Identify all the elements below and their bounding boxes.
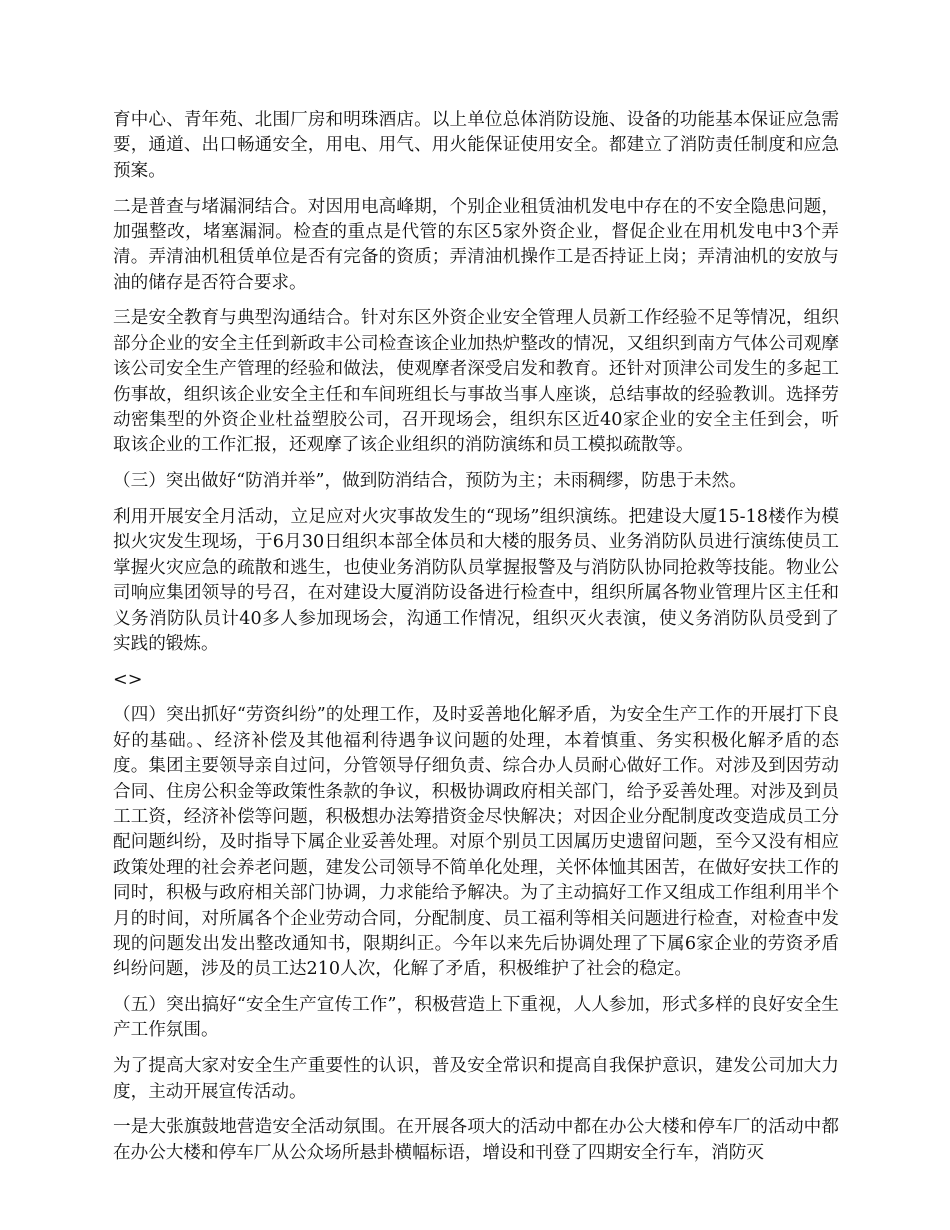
placeholder-marker: <> [113, 669, 143, 690]
section-heading-four: （四）突出抓好“劳资纠纷”的处理工作，及时妥善地化解矛盾，为安全生产工作的开展打下良好的基础。、经济补偿及其他福利待遇争议问题的处理，本着慎重、务实积极化解矛盾的态度。集团主要领导亲自过问，分管领导仔细负责、综合办人员耐心做好工作。对涉及到因劳动合同、住房公积金等政策性条款的争议，积极协调政府相关部门，给予妥善处理。对涉及到员工工资，经济补偿等问题，积极想办法筹措资金尽快解决；对因企业分配制度改变造成员工分配问题纠纷，及时指导下属企业妥善处理。对原个别员工因属历史遗留问题，至今又没有相应政策处理的社会养老问题，建发公司领导不简单化处理，关怀体恤其困苦，在做好安扶工作的同时，积极与政府相关部门协调，力求能给予解决。为了主动搞好工作又组成工作组利用半个月的时间，对所属各个企业劳动合同，分配制度、员工福利等相关问题进行检查，对检查中发现的问题发出发出整改通知书，限期纠正。今年以来先后协调处理了下属6家企业的劳资矛盾纠纷问题，涉及的员工达210人次，化解了矛盾，积极维护了社会的稳定。 [113, 705, 839, 980]
paragraph-fire-facilities: 育中心、青年苑、北围厂房和明珠酒店。以上单位总体消防设施、设备的功能基本保证应急需要，通道、出口畅通安全，用电、用气、用火能保证使用安全。都建立了消防责任制度和应急预案。 [113, 110, 839, 181]
section-heading-five: （五）突出搞好“安全生产宣传工作”，积极营造上下重视，人人参加，形式多样的良好安全生产工作氛围。 [113, 995, 839, 1041]
paragraph-safety-atmosphere: 一是大张旗鼓地营造安全活动氛围。在开展各项大的活动中都在办公大楼和停车厂的活动中都在办公大楼和停车厂从公众场所悬卦横幅标语，增设和刊登了四期安全行车，消防灭 [113, 1117, 839, 1163]
document-body [113, 108, 839, 1176]
paragraph-fire-drill: 利用开展安全月活动，立足应对火灾事故发生的“现场”组织演练。把建设大厦15-18楼作为模拟火灾发生现场，于6月30日组织本部全体员和大楼的服务员、业务消防队员进行演练使员工掌握火灾应急的疏散和逃生，也使业务消防队员掌握报警及与消防队协同抢救等技能。物业公司响应集团领导的号召，在对建设大厦消防设备进行检查中，组织所属各物业管理片区主任和义务消防队员计40多人参加现场会，沟通工作情况，组织灭火表演，使义务消防队员受到了实践的锻炼。 [113, 506, 839, 654]
section-heading-three: （三）突出做好“防消并举”，做到防消结合，预防为主；未雨稠缪，防患于未然。 [113, 471, 747, 492]
paragraph-publicity-intro: 为了提高大家对安全生产重要性的认识，普及安全常识和提高自我保护意识，建发公司加大力度，主动开展宣传活动。 [113, 1056, 839, 1102]
paragraph-safety-education: 三是安全教育与典型沟通结合。针对东区外资企业安全管理人员新工作经验不足等情况，组织部分企业的安全主任到新政丰公司检查该企业加热炉整改的情况，又组织到南方气体公司观摩该公司安全生产管理的经验和做法，使观摩者深受启发和教育。还针对顶津公司发生的多起工伤事故，组织该企业安全主任和车间班组长与事故当事人座谈，总结事故的经验教训。选择劳动密集型的外资企业杜益塑胶公司，召开现场会，组织东区近40家企业的安全主任到会，听取该企业的工作汇报，还观摩了该企业组织的消防演练和员工模拟疏散等。 [113, 308, 839, 456]
paragraph-inspection-and-loophole: 二是普查与堵漏洞结合。对因用电高峰期，个别企业租赁油机发电中存在的不安全隐患问题，加强整改，堵塞漏洞。检查的重点是代管的东区5家外资企业，督促企业在用机发电中3个弄清。弄清油机租赁单位是否有完备的资质；弄清油机操作工是否持证上岗；弄清油机的安放与油的储存是否符合要求。 [113, 196, 839, 293]
